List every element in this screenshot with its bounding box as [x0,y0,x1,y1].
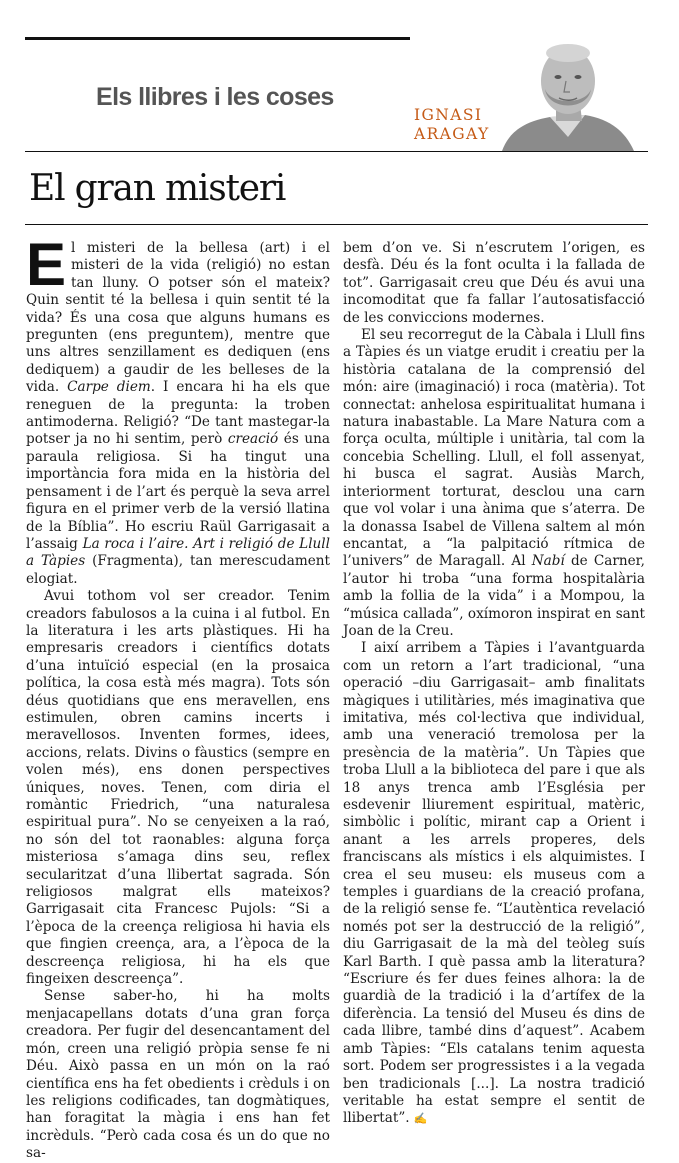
header-top-rule [25,37,410,40]
book-title: La roca i l’aire. Art i religió de Llull a Tàpies [26,535,330,570]
article-column-2 [343,240,645,1128]
paragraph: Sense saber-ho, hi ha molts menjacapellans dotats d’una gran força creadora. Per fugir del desencantament del món, creen una religió pròpia sense fe ni Déu. Això passa en un món on la raó científica ens ha fet obedients i crèduls i on les religions codificades, tan dogmàtiques, han foragitat la màgia i ens han fet incrèduls. “Però cada cosa és un do que no sa- [26,988,330,1162]
paragraph: I així arribem a Tàpies i l’avantguarda com un retorn a l’art tradicional, “una operació –diu Garrigasait– amb finalitats màgiques i utilitàries, més imaginativa que imitativa, més col·lectiva que individual, amb una veneració tremolosa per la presència de la matèria”. Un Tàpies que troba Llull a la biblioteca del pare i que als 18 anys trenca amb l’Església per esdevenir lliurement espiritual, matèric, simbòlic i polític, mirant cap a Orient i anant a les arrels properes, dels franciscans als místics i els alquimistes. I crea el seu museu: els museus com a temples i guardians de la creació profana, de la religió sense fe. “L’autèntica revelació només pot ser la destrucció de la religió”, diu Garrigasait de la mà del teòleg suís Karl Barth. I què passa amb la literatura? “Escriure és fer dues feines alhora: la de guardià de la tradició i la d’artífex de la diferència. La tensió del Museu és dins de cada llibre, també dins d’aquest”. Acabem amb Tàpies: “Els catalans tenim aquesta sort. Podem ser progressistes i a la vegada ben tradicionals [...]. La nostra tradició veritable ha estat sempre el sentit de llibertat”. ✍ [343,640,645,1127]
paragraph: bem d’on ve. Si n’escrutem l’origen, es desfà. Déu és la font oculta i la fallada de tot”. Garrigasait creu que Déu és avui una incomoditat que fa fallar l’autosatisfacció de les conviccions modernes. [343,240,645,326]
drop-cap: E [26,231,67,298]
header-divider [25,151,648,152]
author-first-name: IGNASI [414,106,483,124]
paragraph: Avui tothom vol ser creador. Tenim creadors fabulosos a la cuina i al futbol. En la literatura i les arts plàstiques. Hi ha empresaris creadors i científics dotats d’una intuïció especial (en la prosaica política, la cosa està més magra). Tots són déus quotidians que ens meravellen, ens estimulen, obren camins incerts i meravellosos. Inventen formes, idees, accions, relats. Divins o fàustics (sempre en volen més), ens donen perspectives úniques, noves. Tenen, com diria el romàntic Friedrich, “una naturalesa espiritual pura”. No se cenyeixen a la raó, no són del tot raonables: alguna força misteriosa s’amaga dins seu, reflex secularitzat d’una llibertat sagrada. Són religiosos malgrat ells mateixos? Garrigasait cita Francesc Pujols: “Si a l’època de la creença religiosa hi havia els que fingien creença, ara, a l’època de la descreença religiosa, hi ha els que fingeixen descreença”. [26,588,330,988]
author-byline [414,106,514,144]
article-column-1 [26,231,330,1163]
section-title: Els llibres i les coses [96,83,334,111]
author-last-name: ARAGAY [414,125,490,143]
end-mark-icon: ✍ [413,1112,428,1126]
paragraph: El misteri de la bellesa (art) i el misteri de la vida (religió) no estan tan lluny. O potser són el mateix? Quin sentit té la bellesa i quin sentit té la vida? És una cosa que alguns humans es pregunten (ens preguntem), mentre que uns altres senzillament es dediquen (ens dediquem) a gaudir de les belleses de la vida. Carpe diem. I encara hi ha els que reneguen de la pregunta: la troben antimoderna. Religió? “De tant mastegar-la potser ja no hi sentim, però creació és una paraula religiosa. Si ha tingut una importància fora mida en la història del pensament i de l’art és perquè la seva arrel figura en el primer verb de la versió llatina de la Bíblia”. Ho escriu Raül Garrigasait a l’assaig La roca i l’aire. Art i religió de Llull a Tàpies (Fragmenta), tan merescudament elogiat. [26,231,330,587]
headline-divider [25,224,648,225]
paragraph: El seu recorregut de la Càbala i Llull fins a Tàpies és un viatge erudit i creatiu per la història catalana de la comprensió del món: aire (imaginació) i roca (matèria). Tot connectat: anhelosa espiritualitat humana i natura inabastable. La Mare Natura com a força oculta, múltiple i unitària, tal com la concebia Schelling. Llull, el foll assenyat, hi busca el sagrat. Ausiàs March, interiorment torturat, desclou una carn que vol volar i una ànima que s’aterra. De la donassa Isabel de Villena saltem al món encantat, a “la palpitació rítmica de l’univers” de Maragall. Al Nabí de Carner, l’autor hi troba “una forma hospitalària amb la follia de la vida” i a Mompou, la “música callada”, oxímoron inspirat en sant Joan de la Creu. [343,327,645,639]
article-headline: El gran misteri [29,168,286,209]
